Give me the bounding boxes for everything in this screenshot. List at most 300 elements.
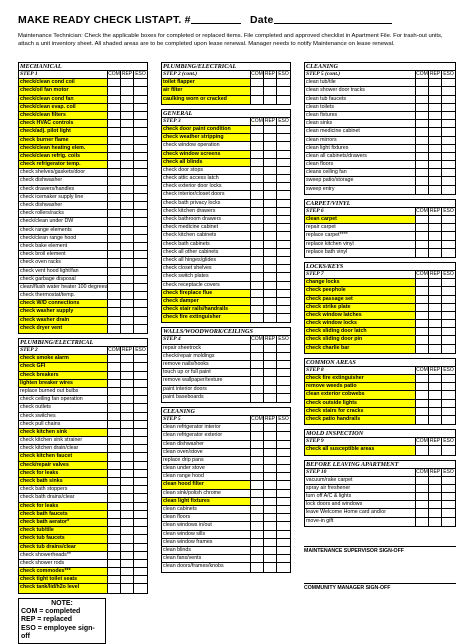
com-checkbox[interactable]	[251, 490, 264, 497]
maintenance-signoff[interactable]: MAINTENANCE SUPERVISOR SIGN-OFF	[304, 546, 456, 554]
eso-checkbox[interactable]	[442, 400, 455, 407]
com-checkbox[interactable]	[108, 445, 121, 452]
com-checkbox[interactable]	[108, 470, 121, 477]
com-checkbox[interactable]	[251, 457, 264, 464]
eso-checkbox[interactable]	[134, 87, 147, 94]
eso-checkbox[interactable]	[134, 519, 147, 526]
rep-checkbox[interactable]	[264, 345, 277, 352]
rep-checkbox[interactable]	[121, 235, 134, 242]
eso-checkbox[interactable]	[134, 396, 147, 403]
rep-checkbox[interactable]	[429, 493, 442, 500]
rep-checkbox[interactable]	[121, 544, 134, 551]
eso-checkbox[interactable]	[277, 282, 290, 289]
rep-checkbox[interactable]	[121, 128, 134, 135]
eso-checkbox[interactable]	[277, 490, 290, 497]
com-checkbox[interactable]	[108, 584, 121, 592]
com-checkbox[interactable]	[108, 372, 121, 379]
com-checkbox[interactable]	[251, 481, 264, 488]
rep-checkbox[interactable]	[121, 300, 134, 307]
rep-checkbox[interactable]	[121, 535, 134, 542]
rep-checkbox[interactable]	[264, 224, 277, 231]
rep-checkbox[interactable]	[264, 241, 277, 248]
rep-checkbox[interactable]	[121, 96, 134, 103]
rep-checkbox[interactable]	[429, 279, 442, 286]
com-checkbox[interactable]	[108, 363, 121, 370]
rep-checkbox[interactable]	[429, 336, 442, 343]
eso-checkbox[interactable]	[442, 383, 455, 390]
eso-checkbox[interactable]	[277, 377, 290, 384]
com-checkbox[interactable]	[251, 79, 264, 86]
eso-checkbox[interactable]	[134, 421, 147, 428]
com-checkbox[interactable]	[251, 290, 264, 297]
eso-checkbox[interactable]	[442, 328, 455, 335]
com-checkbox[interactable]	[108, 494, 121, 501]
eso-checkbox[interactable]	[277, 224, 290, 231]
eso-checkbox[interactable]	[277, 314, 290, 322]
rep-checkbox[interactable]	[264, 79, 277, 86]
eso-checkbox[interactable]	[442, 232, 455, 239]
com-checkbox[interactable]	[251, 224, 264, 231]
rep-checkbox[interactable]	[121, 470, 134, 477]
rep-checkbox[interactable]	[264, 490, 277, 497]
rep-checkbox[interactable]	[121, 429, 134, 436]
rep-checkbox[interactable]	[429, 137, 442, 144]
com-checkbox[interactable]	[108, 519, 121, 526]
rep-checkbox[interactable]	[429, 161, 442, 168]
com-checkbox[interactable]	[416, 186, 429, 194]
rep-checkbox[interactable]	[429, 391, 442, 398]
rep-checkbox[interactable]	[121, 79, 134, 86]
com-checkbox[interactable]	[251, 514, 264, 521]
rep-checkbox[interactable]	[121, 388, 134, 395]
com-checkbox[interactable]	[108, 218, 121, 225]
com-checkbox[interactable]	[108, 325, 121, 333]
rep-checkbox[interactable]	[264, 361, 277, 368]
com-checkbox[interactable]	[251, 394, 264, 402]
rep-checkbox[interactable]	[429, 145, 442, 152]
rep-checkbox[interactable]	[121, 437, 134, 444]
eso-checkbox[interactable]	[442, 169, 455, 176]
com-checkbox[interactable]	[251, 369, 264, 376]
com-checkbox[interactable]	[416, 87, 429, 94]
com-checkbox[interactable]	[251, 151, 264, 158]
com-checkbox[interactable]	[108, 552, 121, 559]
eso-checkbox[interactable]	[277, 514, 290, 521]
com-checkbox[interactable]	[251, 498, 264, 505]
eso-checkbox[interactable]	[134, 96, 147, 103]
rep-checkbox[interactable]	[264, 369, 277, 376]
eso-checkbox[interactable]	[442, 177, 455, 184]
rep-checkbox[interactable]	[264, 522, 277, 529]
eso-checkbox[interactable]	[442, 312, 455, 319]
com-checkbox[interactable]	[416, 96, 429, 103]
eso-checkbox[interactable]	[134, 243, 147, 250]
eso-checkbox[interactable]	[442, 216, 455, 223]
eso-checkbox[interactable]	[277, 290, 290, 297]
eso-checkbox[interactable]	[277, 394, 290, 402]
rep-checkbox[interactable]	[121, 552, 134, 559]
eso-checkbox[interactable]	[134, 317, 147, 324]
com-checkbox[interactable]	[416, 304, 429, 311]
com-checkbox[interactable]	[108, 276, 121, 283]
com-checkbox[interactable]	[108, 429, 121, 436]
com-checkbox[interactable]	[251, 353, 264, 360]
com-checkbox[interactable]	[108, 243, 121, 250]
eso-checkbox[interactable]	[277, 361, 290, 368]
rep-checkbox[interactable]	[264, 191, 277, 198]
com-checkbox[interactable]	[108, 292, 121, 299]
eso-checkbox[interactable]	[134, 544, 147, 551]
eso-checkbox[interactable]	[442, 224, 455, 231]
eso-checkbox[interactable]	[277, 216, 290, 223]
com-checkbox[interactable]	[108, 153, 121, 160]
eso-checkbox[interactable]	[277, 449, 290, 456]
rep-checkbox[interactable]	[429, 446, 442, 454]
com-checkbox[interactable]	[251, 522, 264, 529]
eso-checkbox[interactable]	[134, 503, 147, 510]
com-checkbox[interactable]	[108, 527, 121, 534]
eso-checkbox[interactable]	[277, 159, 290, 166]
rep-checkbox[interactable]	[121, 186, 134, 193]
rep-checkbox[interactable]	[429, 96, 442, 103]
com-checkbox[interactable]	[108, 161, 121, 168]
rep-checkbox[interactable]	[264, 473, 277, 480]
eso-checkbox[interactable]	[134, 128, 147, 135]
eso-checkbox[interactable]	[134, 210, 147, 217]
com-checkbox[interactable]	[416, 241, 429, 248]
rep-checkbox[interactable]	[264, 249, 277, 256]
manager-signoff[interactable]: COMMUNITY MANAGER SIGN-OFF	[304, 583, 456, 591]
rep-checkbox[interactable]	[121, 503, 134, 510]
eso-checkbox[interactable]	[442, 375, 455, 382]
rep-checkbox[interactable]	[121, 380, 134, 387]
eso-checkbox[interactable]	[277, 498, 290, 505]
rep-checkbox[interactable]	[429, 477, 442, 484]
com-checkbox[interactable]	[251, 539, 264, 546]
com-checkbox[interactable]	[108, 308, 121, 315]
eso-checkbox[interactable]	[277, 249, 290, 256]
eso-checkbox[interactable]	[442, 137, 455, 144]
eso-checkbox[interactable]	[277, 232, 290, 239]
rep-checkbox[interactable]	[264, 547, 277, 554]
com-checkbox[interactable]	[416, 232, 429, 239]
eso-checkbox[interactable]	[277, 241, 290, 248]
rep-checkbox[interactable]	[121, 202, 134, 209]
eso-checkbox[interactable]	[442, 501, 455, 508]
eso-checkbox[interactable]	[442, 518, 455, 526]
rep-checkbox[interactable]	[264, 175, 277, 182]
com-checkbox[interactable]	[416, 383, 429, 390]
rep-checkbox[interactable]	[264, 208, 277, 215]
com-checkbox[interactable]	[416, 408, 429, 415]
com-checkbox[interactable]	[416, 120, 429, 127]
com-checkbox[interactable]	[108, 194, 121, 201]
rep-checkbox[interactable]	[264, 282, 277, 289]
rep-checkbox[interactable]	[121, 161, 134, 168]
eso-checkbox[interactable]	[277, 273, 290, 280]
com-checkbox[interactable]	[416, 79, 429, 86]
rep-checkbox[interactable]	[429, 232, 442, 239]
com-checkbox[interactable]	[416, 477, 429, 484]
com-checkbox[interactable]	[251, 126, 264, 133]
com-checkbox[interactable]	[251, 506, 264, 513]
com-checkbox[interactable]	[416, 391, 429, 398]
rep-checkbox[interactable]	[264, 432, 277, 439]
rep-checkbox[interactable]	[121, 292, 134, 299]
com-checkbox[interactable]	[251, 449, 264, 456]
rep-checkbox[interactable]	[121, 413, 134, 420]
rep-checkbox[interactable]	[429, 79, 442, 86]
com-checkbox[interactable]	[108, 453, 121, 460]
rep-checkbox[interactable]	[121, 145, 134, 152]
eso-checkbox[interactable]	[277, 522, 290, 529]
eso-checkbox[interactable]	[442, 186, 455, 194]
eso-checkbox[interactable]	[442, 485, 455, 492]
eso-checkbox[interactable]	[134, 145, 147, 152]
rep-checkbox[interactable]	[121, 308, 134, 315]
eso-checkbox[interactable]	[134, 325, 147, 333]
com-checkbox[interactable]	[251, 87, 264, 94]
com-checkbox[interactable]	[416, 287, 429, 294]
eso-checkbox[interactable]	[277, 200, 290, 207]
com-checkbox[interactable]	[416, 177, 429, 184]
com-checkbox[interactable]	[251, 200, 264, 207]
eso-checkbox[interactable]	[442, 87, 455, 94]
rep-checkbox[interactable]	[121, 268, 134, 275]
com-checkbox[interactable]	[108, 535, 121, 542]
com-checkbox[interactable]	[108, 462, 121, 469]
rep-checkbox[interactable]	[264, 126, 277, 133]
eso-checkbox[interactable]	[134, 169, 147, 176]
rep-checkbox[interactable]	[264, 353, 277, 360]
rep-checkbox[interactable]	[264, 506, 277, 513]
rep-checkbox[interactable]	[264, 514, 277, 521]
eso-checkbox[interactable]	[277, 531, 290, 538]
com-checkbox[interactable]	[416, 296, 429, 303]
eso-checkbox[interactable]	[442, 287, 455, 294]
eso-checkbox[interactable]	[277, 151, 290, 158]
rep-checkbox[interactable]	[264, 183, 277, 190]
rep-checkbox[interactable]	[429, 87, 442, 94]
eso-checkbox[interactable]	[442, 279, 455, 286]
rep-checkbox[interactable]	[121, 227, 134, 234]
com-checkbox[interactable]	[416, 169, 429, 176]
eso-checkbox[interactable]	[442, 296, 455, 303]
rep-checkbox[interactable]	[121, 104, 134, 111]
com-checkbox[interactable]	[416, 104, 429, 111]
rep-checkbox[interactable]	[429, 169, 442, 176]
com-checkbox[interactable]	[108, 300, 121, 307]
rep-checkbox[interactable]	[264, 465, 277, 472]
com-checkbox[interactable]	[108, 413, 121, 420]
eso-checkbox[interactable]	[134, 259, 147, 266]
eso-checkbox[interactable]	[442, 145, 455, 152]
rep-checkbox[interactable]	[121, 445, 134, 452]
rep-checkbox[interactable]	[264, 298, 277, 305]
rep-checkbox[interactable]	[121, 137, 134, 144]
com-checkbox[interactable]	[251, 257, 264, 264]
com-checkbox[interactable]	[108, 87, 121, 94]
com-checkbox[interactable]	[108, 544, 121, 551]
rep-checkbox[interactable]	[121, 421, 134, 428]
rep-checkbox[interactable]	[264, 386, 277, 393]
eso-checkbox[interactable]	[134, 292, 147, 299]
rep-checkbox[interactable]	[121, 527, 134, 534]
com-checkbox[interactable]	[251, 249, 264, 256]
com-checkbox[interactable]	[251, 531, 264, 538]
rep-checkbox[interactable]	[121, 218, 134, 225]
eso-checkbox[interactable]	[277, 167, 290, 174]
eso-checkbox[interactable]	[277, 265, 290, 272]
rep-checkbox[interactable]	[121, 494, 134, 501]
eso-checkbox[interactable]	[442, 416, 455, 424]
rep-checkbox[interactable]	[121, 284, 134, 291]
eso-checkbox[interactable]	[442, 391, 455, 398]
eso-checkbox[interactable]	[134, 284, 147, 291]
rep-checkbox[interactable]	[429, 249, 442, 257]
eso-checkbox[interactable]	[277, 96, 290, 104]
eso-checkbox[interactable]	[134, 388, 147, 395]
rep-checkbox[interactable]	[121, 453, 134, 460]
com-checkbox[interactable]	[416, 375, 429, 382]
eso-checkbox[interactable]	[277, 142, 290, 149]
eso-checkbox[interactable]	[134, 112, 147, 119]
com-checkbox[interactable]	[251, 345, 264, 352]
com-checkbox[interactable]	[251, 191, 264, 198]
com-checkbox[interactable]	[108, 259, 121, 266]
com-checkbox[interactable]	[251, 216, 264, 223]
rep-checkbox[interactable]	[429, 518, 442, 526]
rep-checkbox[interactable]	[429, 296, 442, 303]
com-checkbox[interactable]	[251, 134, 264, 141]
rep-checkbox[interactable]	[121, 317, 134, 324]
com-checkbox[interactable]	[251, 386, 264, 393]
rep-checkbox[interactable]	[429, 501, 442, 508]
eso-checkbox[interactable]	[134, 202, 147, 209]
rep-checkbox[interactable]	[264, 314, 277, 322]
eso-checkbox[interactable]	[277, 183, 290, 190]
com-checkbox[interactable]	[416, 493, 429, 500]
com-checkbox[interactable]	[416, 416, 429, 424]
rep-checkbox[interactable]	[264, 151, 277, 158]
com-checkbox[interactable]	[416, 400, 429, 407]
eso-checkbox[interactable]	[134, 218, 147, 225]
date-field[interactable]	[274, 14, 392, 24]
eso-checkbox[interactable]	[277, 175, 290, 182]
com-checkbox[interactable]	[251, 473, 264, 480]
eso-checkbox[interactable]	[134, 478, 147, 485]
eso-checkbox[interactable]	[277, 563, 290, 571]
eso-checkbox[interactable]	[277, 134, 290, 141]
eso-checkbox[interactable]	[442, 79, 455, 86]
com-checkbox[interactable]	[251, 265, 264, 272]
com-checkbox[interactable]	[251, 232, 264, 239]
rep-checkbox[interactable]	[429, 312, 442, 319]
com-checkbox[interactable]	[251, 465, 264, 472]
rep-checkbox[interactable]	[264, 290, 277, 297]
eso-checkbox[interactable]	[442, 120, 455, 127]
eso-checkbox[interactable]	[277, 441, 290, 448]
com-checkbox[interactable]	[251, 208, 264, 215]
rep-checkbox[interactable]	[121, 153, 134, 160]
com-checkbox[interactable]	[108, 177, 121, 184]
rep-checkbox[interactable]	[121, 396, 134, 403]
eso-checkbox[interactable]	[134, 453, 147, 460]
com-checkbox[interactable]	[416, 336, 429, 343]
com-checkbox[interactable]	[251, 432, 264, 439]
eso-checkbox[interactable]	[134, 161, 147, 168]
eso-checkbox[interactable]	[442, 408, 455, 415]
eso-checkbox[interactable]	[134, 404, 147, 411]
eso-checkbox[interactable]	[277, 298, 290, 305]
eso-checkbox[interactable]	[134, 380, 147, 387]
eso-checkbox[interactable]	[277, 432, 290, 439]
rep-checkbox[interactable]	[121, 177, 134, 184]
rep-checkbox[interactable]	[121, 276, 134, 283]
com-checkbox[interactable]	[108, 355, 121, 362]
rep-checkbox[interactable]	[121, 120, 134, 127]
eso-checkbox[interactable]	[442, 493, 455, 500]
eso-checkbox[interactable]	[277, 208, 290, 215]
com-checkbox[interactable]	[416, 249, 429, 257]
com-checkbox[interactable]	[251, 314, 264, 322]
com-checkbox[interactable]	[108, 112, 121, 119]
com-checkbox[interactable]	[108, 388, 121, 395]
rep-checkbox[interactable]	[264, 555, 277, 562]
com-checkbox[interactable]	[108, 486, 121, 493]
rep-checkbox[interactable]	[121, 363, 134, 370]
com-checkbox[interactable]	[416, 320, 429, 327]
rep-checkbox[interactable]	[121, 560, 134, 567]
eso-checkbox[interactable]	[134, 120, 147, 127]
com-checkbox[interactable]	[108, 145, 121, 152]
com-checkbox[interactable]	[251, 175, 264, 182]
com-checkbox[interactable]	[416, 224, 429, 231]
apt-field[interactable]	[191, 14, 241, 24]
eso-checkbox[interactable]	[277, 555, 290, 562]
rep-checkbox[interactable]	[121, 259, 134, 266]
com-checkbox[interactable]	[416, 312, 429, 319]
rep-checkbox[interactable]	[121, 210, 134, 217]
eso-checkbox[interactable]	[442, 345, 455, 353]
rep-checkbox[interactable]	[429, 375, 442, 382]
com-checkbox[interactable]	[416, 161, 429, 168]
eso-checkbox[interactable]	[442, 446, 455, 454]
eso-checkbox[interactable]	[442, 161, 455, 168]
eso-checkbox[interactable]	[442, 153, 455, 160]
rep-checkbox[interactable]	[264, 531, 277, 538]
eso-checkbox[interactable]	[442, 304, 455, 311]
com-checkbox[interactable]	[108, 137, 121, 144]
com-checkbox[interactable]	[251, 306, 264, 313]
com-checkbox[interactable]	[108, 380, 121, 387]
com-checkbox[interactable]	[251, 424, 264, 431]
eso-checkbox[interactable]	[442, 249, 455, 257]
rep-checkbox[interactable]	[264, 539, 277, 546]
eso-checkbox[interactable]	[277, 457, 290, 464]
com-checkbox[interactable]	[108, 96, 121, 103]
rep-checkbox[interactable]	[264, 96, 277, 104]
eso-checkbox[interactable]	[442, 128, 455, 135]
eso-checkbox[interactable]	[277, 481, 290, 488]
com-checkbox[interactable]	[108, 169, 121, 176]
com-checkbox[interactable]	[251, 167, 264, 174]
rep-checkbox[interactable]	[264, 265, 277, 272]
com-checkbox[interactable]	[108, 120, 121, 127]
eso-checkbox[interactable]	[277, 506, 290, 513]
rep-checkbox[interactable]	[264, 306, 277, 313]
rep-checkbox[interactable]	[264, 87, 277, 94]
